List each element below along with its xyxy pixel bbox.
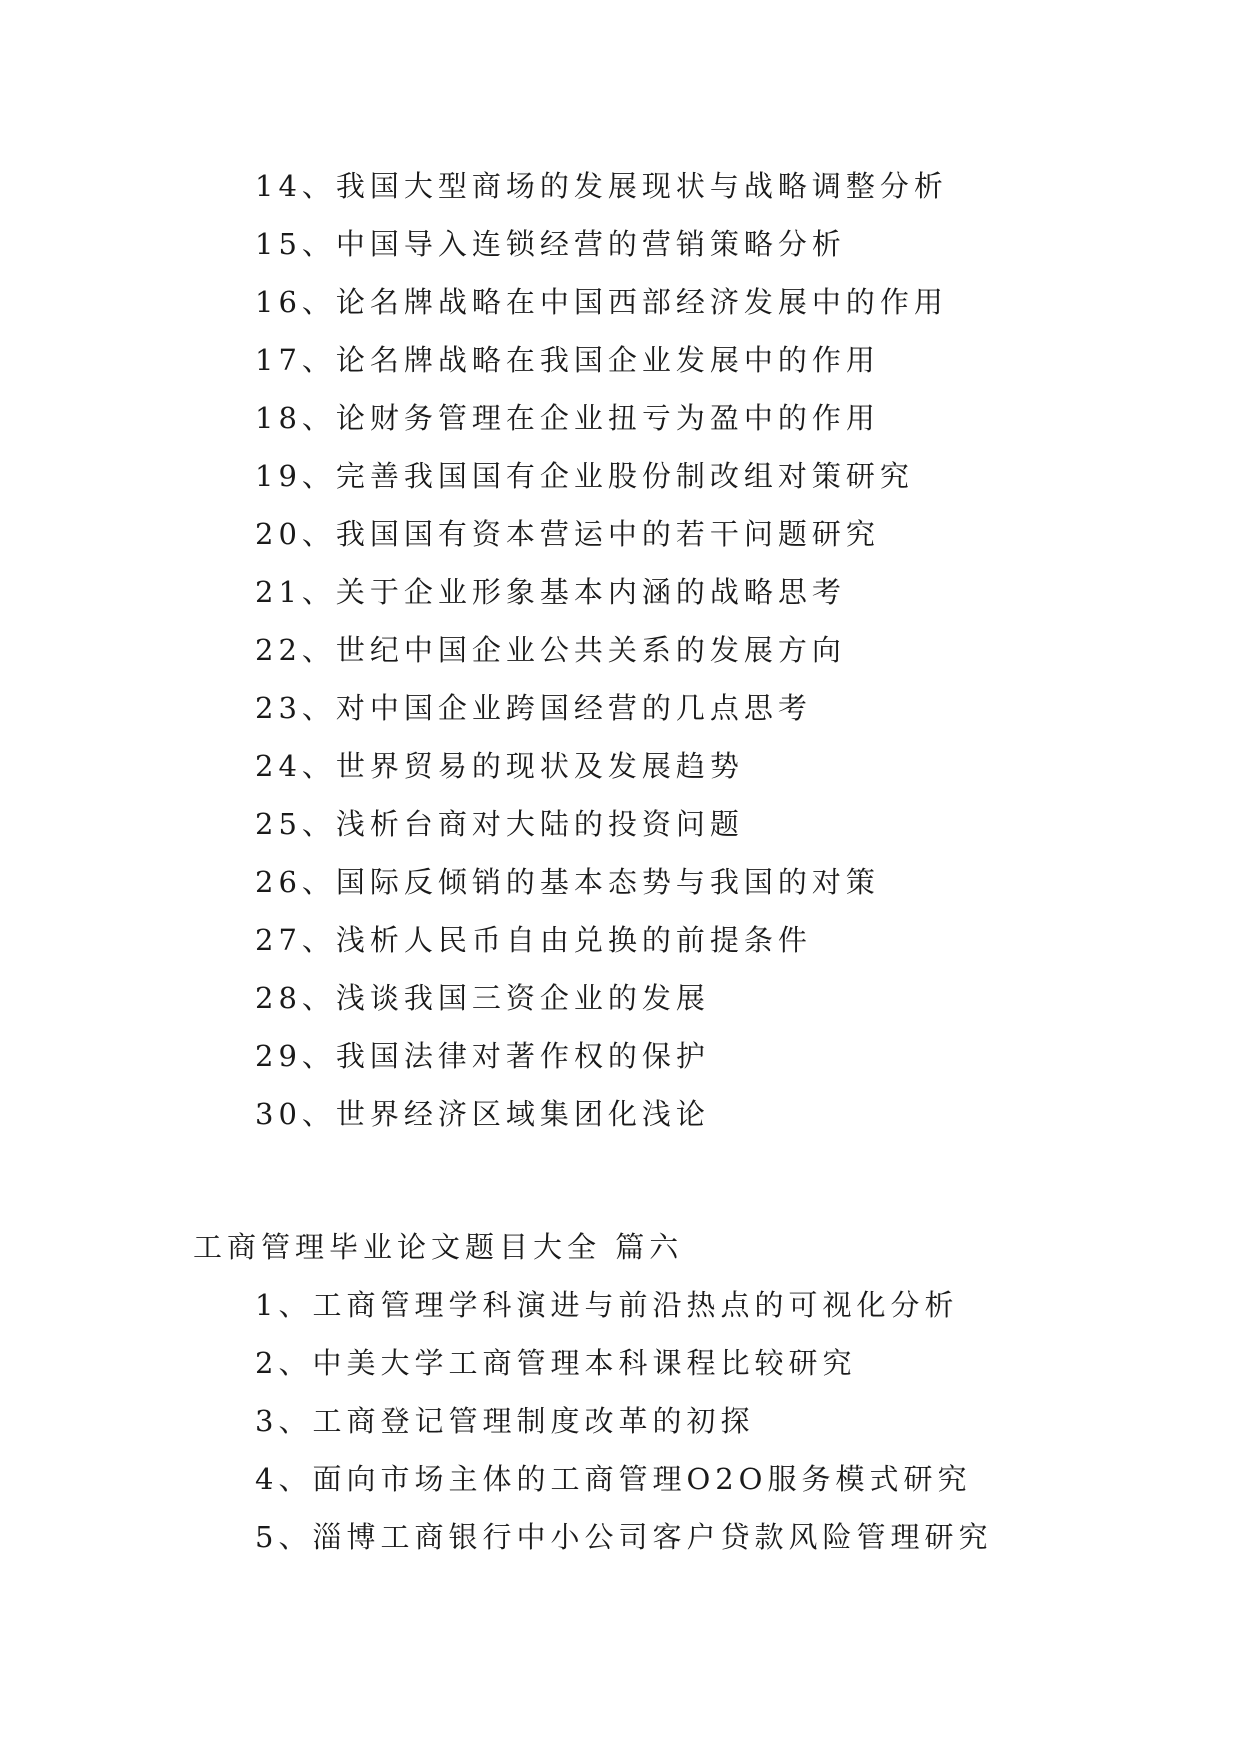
list-item: 2、中美大学工商管理本科课程比较研究 (255, 1346, 857, 1380)
list-item: 5、淄博工商银行中小公司客户贷款风险管理研究 (255, 1520, 993, 1554)
list-item: 16、论名牌战略在中国西部经济发展中的作用 (255, 285, 948, 319)
list-item: 26、国际反倾销的基本态势与我国的对策 (255, 865, 880, 899)
list-item: 19、完善我国国有企业股份制改组对策研究 (255, 459, 914, 493)
thesis-topic-list (255, 157, 948, 1143)
list-item: 29、我国法律对著作权的保护 (255, 1039, 710, 1073)
thesis-topic-list-section-six (255, 1276, 992, 1566)
list-item: 20、我国国有资本营运中的若干问题研究 (255, 517, 880, 551)
list-item: 23、对中国企业跨国经营的几点思考 (255, 691, 812, 725)
list-item: 3、工商登记管理制度改革的初探 (255, 1404, 755, 1438)
list-item: 15、中国导入连锁经营的营销策略分析 (255, 227, 846, 261)
list-item: 28、浅谈我国三资企业的发展 (255, 981, 710, 1015)
list-item: 30、世界经济区域集团化浅论 (255, 1097, 710, 1131)
section-heading: 工商管理毕业论文题目大全 篇六 (193, 1230, 684, 1264)
list-item: 22、世纪中国企业公共关系的发展方向 (255, 633, 846, 667)
list-item: 24、世界贸易的现状及发展趋势 (255, 749, 744, 783)
list-item: 14、我国大型商场的发展现状与战略调整分析 (255, 169, 948, 203)
list-item: 21、关于企业形象基本内涵的战略思考 (255, 575, 846, 609)
list-item: 25、浅析台商对大陆的投资问题 (255, 807, 744, 841)
list-item: 4、面向市场主体的工商管理O2O服务模式研究 (255, 1462, 972, 1496)
list-item: 17、论名牌战略在我国企业发展中的作用 (255, 343, 880, 377)
list-item: 27、浅析人民币自由兑换的前提条件 (255, 923, 812, 957)
list-item: 18、论财务管理在企业扭亏为盈中的作用 (255, 401, 880, 435)
list-item: 1、工商管理学科演进与前沿热点的可视化分析 (255, 1288, 959, 1322)
